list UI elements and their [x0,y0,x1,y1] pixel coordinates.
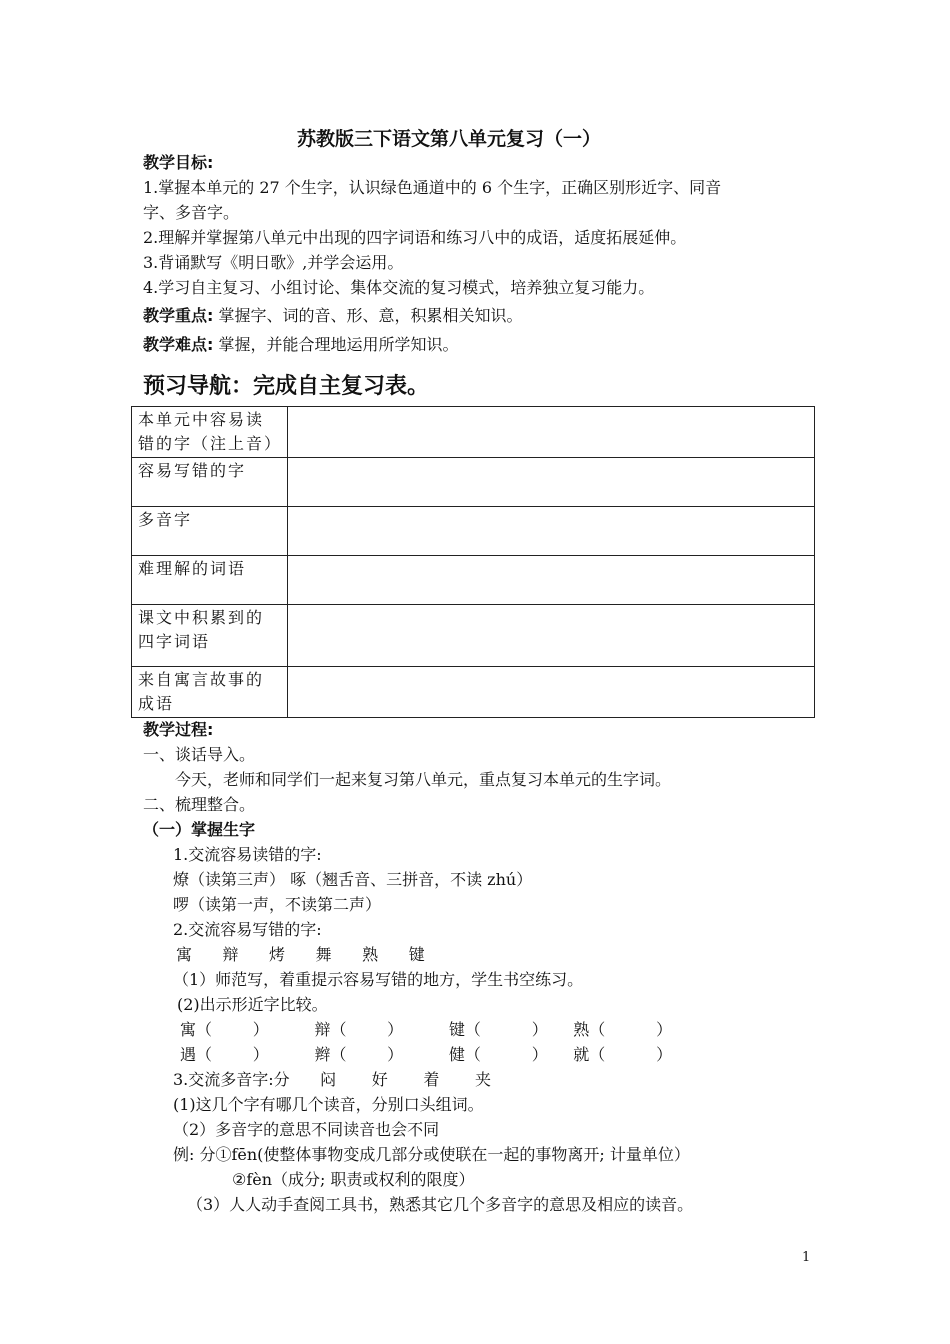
process-line: 今天，老师和同学们一起来复习第八单元，重点复习本单元的生字词。 [175,770,672,789]
process-line: (1)这几个字有哪几个读音，分别口头组词。 [173,1095,484,1114]
process-line: 燎（读第三声） 啄（翘舌音、三拼音，不读 zhú） [173,870,533,889]
table-row [132,667,815,718]
preview-heading: 预习导航：完成自主复习表。 [143,374,430,399]
table-row [132,556,815,605]
row-label: 本单元中容易读错的字（注上音） [132,407,288,458]
process-line: 啰（读第一声，不读第二声） [173,895,382,914]
row-label: 课文中积累到的四字词语 [132,605,288,667]
goal-item: 3.背诵默写《明日歌》,并学会运用。 [143,253,404,272]
process-line: 寓（ ） 辩（ ） 键（ ） 熟（ ） [180,1020,673,1039]
row-label: 多音字 [132,507,288,556]
process-line: 寓 辩 烤 舞 熟 键 [176,945,425,964]
row-answer-cell[interactable] [288,605,815,667]
difficulty-label: 教学难点: [143,335,214,354]
row-answer-cell[interactable] [288,458,815,507]
table-row [132,458,815,507]
process-line: 例: 分①fēn(使整体事物变成几部分或使联在一起的事物离开; 计量单位） [173,1145,690,1164]
page-title: 苏教版三下语文第八单元复习（一） [297,128,602,150]
process-line: （2）多音字的意思不同读音也会不同 [173,1120,440,1139]
table-row [132,605,815,667]
difficulty-text: 掌握，并能合理地运用所学知识。 [218,335,459,354]
row-label: 容易写错的字 [132,458,288,507]
process-line: 2.交流容易写错的字: [173,920,322,939]
row-answer-cell[interactable] [288,667,815,718]
goals-heading: 教学目标: [143,153,214,172]
goal-item: 1.掌握本单元的 27 个生字，认识绿色通道中的 6 个生字，正确区别形近字、同音 [143,178,722,197]
process-heading: 教学过程: [143,720,214,739]
table-row [132,407,815,458]
goal-item: 字、多音字。 [143,203,240,222]
goal-item: 4.学习自主复习、小组讨论、集体交流的复习模式，培养独立复习能力。 [143,278,655,297]
row-label: 难理解的词语 [132,556,288,605]
key-point [143,304,523,328]
process-line: (2)出示形近字比较。 [177,995,328,1014]
process-line: 遇（ ） 辫（ ） 健（ ） 就（ ） [180,1045,673,1064]
row-label: 来自寓言故事的成语 [132,667,288,718]
difficulty [143,333,459,357]
process-line: 3.交流多音字:分 闷 好 着 夹 [173,1070,491,1089]
key-point-label: 教学重点: [143,306,214,325]
process-line: 一、谈话导入。 [143,745,256,764]
key-point-text: 掌握字、词的音、形、意，积累相关知识。 [218,306,523,325]
table-row [132,507,815,556]
review-table [131,406,815,718]
process-line: （3）人人动手查阅工具书，熟悉其它几个多音字的意思及相应的读音。 [187,1195,694,1214]
goal-item: 2.理解并掌握第八单元中出现的四字词语和练习八中的成语，适度拓展延伸。 [143,228,687,247]
row-answer-cell[interactable] [288,556,815,605]
page-number: 1 [802,1250,811,1265]
process-line: ②fèn（成分; 职责或权利的限度） [232,1170,475,1189]
row-answer-cell[interactable] [288,507,815,556]
row-answer-cell[interactable] [288,407,815,458]
process-line: 1.交流容易读错的字: [173,845,322,864]
process-subheading: （一）掌握生字 [143,820,256,839]
process-line: （1）师范写，着重提示容易写错的地方，学生书空练习。 [173,970,584,989]
process-line: 二、梳理整合。 [143,795,256,814]
